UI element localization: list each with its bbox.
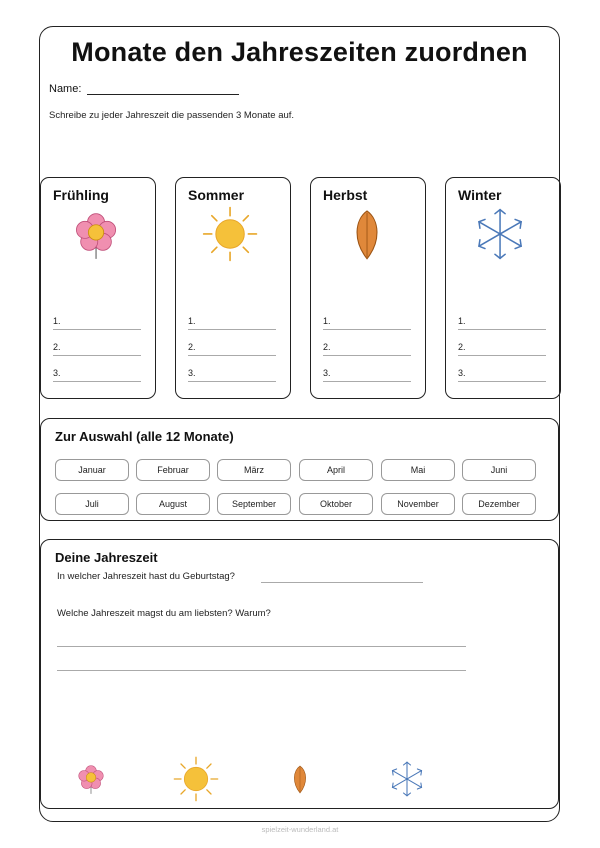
season-card-spring	[40, 177, 156, 399]
name-input-line[interactable]	[87, 85, 239, 95]
flower-icon	[75, 762, 107, 796]
worksheet	[39, 26, 560, 822]
my-season-panel	[40, 539, 559, 809]
favorite-answer-line-2[interactable]	[57, 659, 466, 671]
month-chip[interactable]: August	[136, 493, 210, 515]
favorite-answer-line-1[interactable]	[57, 635, 466, 647]
month-chip[interactable]: Februar	[136, 459, 210, 481]
flower-icon	[41, 203, 155, 263]
month-chip[interactable]: März	[217, 459, 291, 481]
month-chip[interactable]: Januar	[55, 459, 129, 481]
page-title: Monate den Jahreszeiten zuordnen	[71, 37, 528, 67]
answer-line-3[interactable]: 3.	[458, 368, 546, 382]
season-title: Herbst	[323, 187, 368, 203]
answer-line-3[interactable]: 3.	[53, 368, 141, 382]
season-title: Winter	[458, 187, 502, 203]
answer-line-2[interactable]: 2.	[53, 342, 141, 356]
my-season-title: Deine Jahreszeit	[55, 550, 158, 565]
birthday-question: In welcher Jahreszeit hast du Geburtstag?	[57, 571, 235, 582]
leaf-icon	[311, 203, 425, 263]
answer-line-1[interactable]: 1.	[458, 316, 546, 330]
favorite-question: Welche Jahreszeit magst du am liebsten? Warum?	[57, 608, 271, 619]
answer-line-2[interactable]: 2.	[458, 342, 546, 356]
selection-title: Zur Auswahl (alle 12 Monate)	[55, 429, 234, 444]
answer-line-1[interactable]: 1.	[53, 316, 141, 330]
season-card-summer	[175, 177, 291, 399]
snowflake-icon	[446, 203, 560, 263]
month-chip[interactable]: April	[299, 459, 373, 481]
month-selection-panel	[40, 418, 559, 521]
season-title: Frühling	[53, 187, 109, 203]
answer-line-3[interactable]: 3.	[323, 368, 411, 382]
name-row	[49, 83, 239, 95]
answer-line-3[interactable]: 3.	[188, 368, 276, 382]
month-chip[interactable]: Oktober	[299, 493, 373, 515]
snowflake-icon	[385, 758, 429, 800]
season-card-autumn	[310, 177, 426, 399]
birthday-answer-line[interactable]	[261, 570, 423, 583]
sun-icon	[176, 203, 290, 263]
month-chip[interactable]: November	[381, 493, 455, 515]
instruction-text: Schreibe zu jeder Jahreszeit die passenden 3 Monate auf.	[49, 110, 295, 121]
season-title: Sommer	[188, 187, 245, 203]
answer-line-1[interactable]: 1.	[188, 316, 276, 330]
answer-line-1[interactable]: 1.	[323, 316, 411, 330]
answer-line-2[interactable]: 2.	[323, 342, 411, 356]
month-chip[interactable]: Dezember	[462, 493, 536, 515]
month-chip[interactable]: Juli	[55, 493, 129, 515]
season-card-winter	[445, 177, 561, 399]
name-label: Name:	[49, 83, 82, 95]
month-chip[interactable]: September	[217, 493, 291, 515]
footer-credit: spielzeit-wunderland.at	[261, 825, 339, 834]
leaf-icon	[285, 762, 315, 796]
month-chip[interactable]: Juni	[462, 459, 536, 481]
answer-line-2[interactable]: 2.	[188, 342, 276, 356]
month-chip[interactable]: Mai	[381, 459, 455, 481]
sun-icon	[169, 754, 223, 804]
